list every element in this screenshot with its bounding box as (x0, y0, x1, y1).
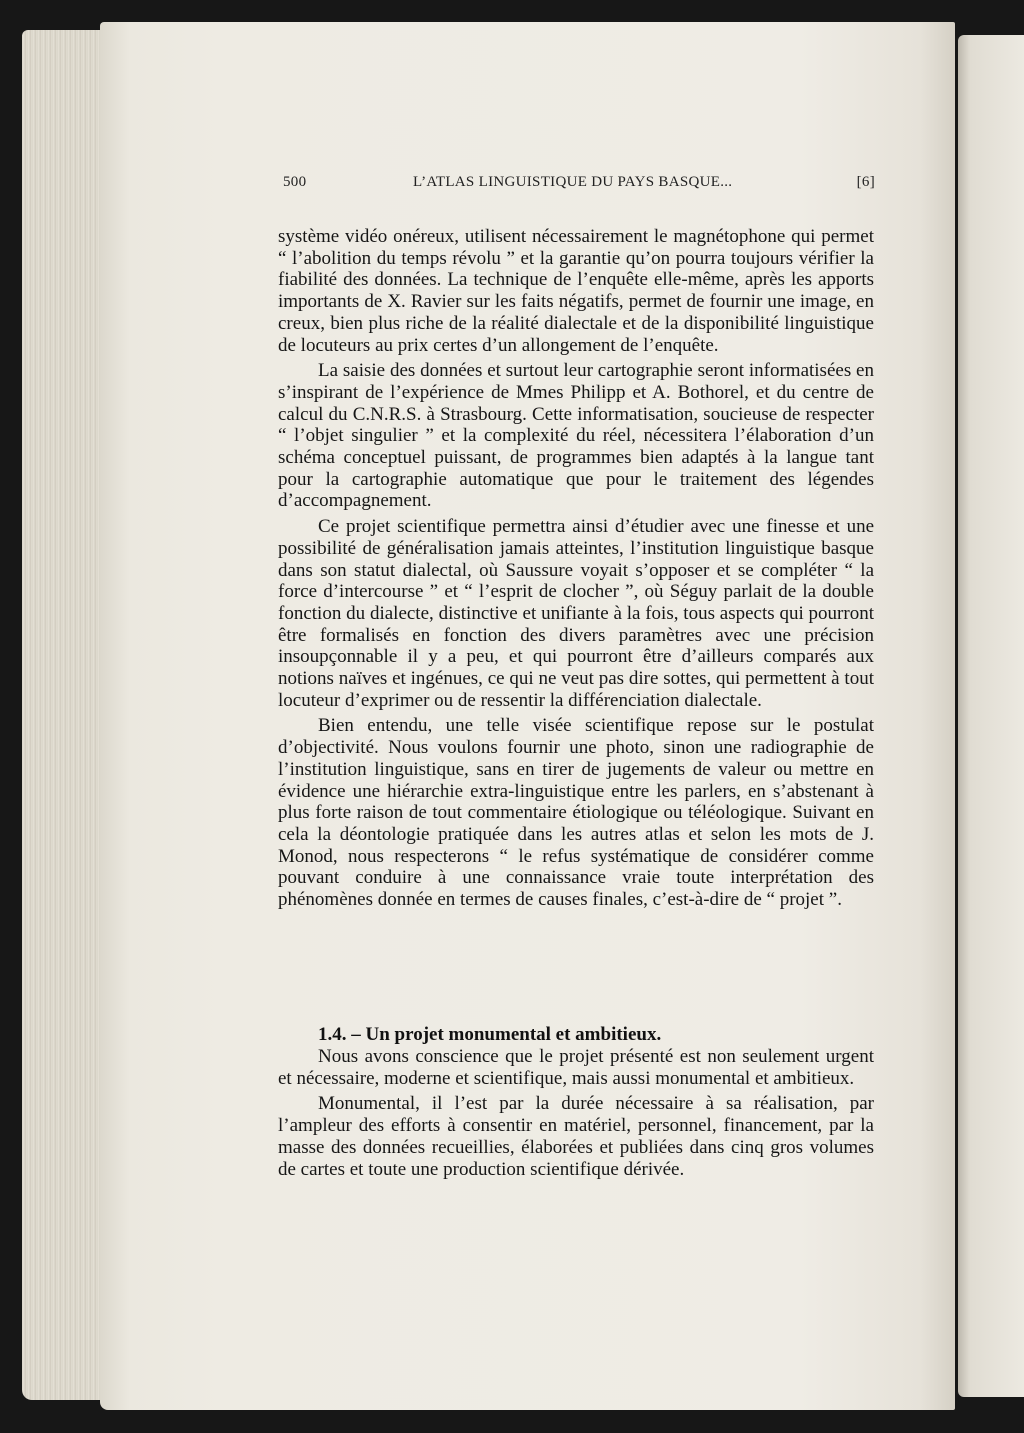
next-page-edge (958, 35, 1024, 1397)
paragraph: Bien entendu, une telle visée scientifique repose sur le postulat d’objectivité. Nous voulons fournir une photo, sinon une radiographie de l’institution linguistique, sans en tirer de jugements de valeur ou mettre en évidence une hiérarchie extra-linguistique entre les parlers, en s’abstenant à plus forte raison de tout commentaire étiologique ou téléologique. Suivant en cela la déontologie pratiquée dans les autres atlas et selon les mots de J. Monod, nous respecterons “ le refus systématique de considérer comme pouvant conduire à une connaissance vraie toute interprétation des phénomènes donnée en termes de causes finales, c’est-à-dire de “ projet ”. (278, 715, 874, 911)
running-title: L’ATLAS LINGUISTIQUE DU PAYS BASQUE... (413, 174, 733, 190)
section-body-text (278, 1046, 874, 1184)
paragraph: Monumental, il l’est par la durée nécessaire à sa réalisation, par l’ampleur des efforts à consentir en matériel, personnel, financement, par la masse des données recueillies, élaborées et publiées dans cinq gros volumes de cartes et toute une production scientifique dérivée. (278, 1093, 874, 1180)
paragraph: La saisie des données et surtout leur cartographie seront informatisées en s’inspirant de l’expérience de Mmes Philipp et A. Bothorel, et du centre de calcul du C.N.R.S. à Strasbourg. Cette informatisation, soucieuse de respecter “ l’objet singulier ” et la complexité du réel, nécessitera l’élaboration d’un schéma conceptuel puissant, de programmes bien adaptés à la langue tant pour la cartographie automatique que pour le traitement des légendes d’accompagnement. (278, 360, 874, 512)
paragraph: système vidéo onéreux, utilisent nécessairement le magnétophone qui permet “ l’abolition du temps révolu ” et la garantie qu’on pourra toujours vérifier la fiabilité des données. La technique de l’enquête elle-même, après les apports importants de X. Ravier sur les faits négatifs, permet de fournir une image, en creux, bien plus riche de la réalité dialectale et de la disponibilité linguistique de locuteurs au prix certes d’un allongement de l’enquête. (278, 226, 874, 356)
page-number: 500 (283, 174, 307, 190)
paragraph: Ce projet scientifique permettra ainsi d’étudier avec une finesse et une possibilité de généralisation jamais atteintes, l’institution linguistique basque dans son statut dialectal, où Saussure voyait s’opposer et se compléter “ la force d’intercourse ” et “ l’esprit de clocher ”, où Séguy parlait de la double fonction du dialecte, distinctive et unifiante à la fois, tous aspects qui pourront être formalisés en fonction des divers paramètres avec une précision insoupçonnable il y a peu, et qui pourront être d’ailleurs comparés aux notions naïves et ingénues, ce qui ne veut pas dire sottes, qui permettent à tout locuteur d’exprimer ou de ressentir la différenciation dialectale. (278, 516, 874, 711)
body-text (278, 226, 874, 915)
section-marker: [6] (856, 174, 875, 190)
section-heading: 1.4. – Un projet monumental et ambitieux. (318, 1024, 662, 1045)
paragraph: Nous avons conscience que le projet présenté est non seulement urgent et nécessaire, moderne et scientifique, mais aussi monumental et ambitieux. (278, 1046, 874, 1089)
